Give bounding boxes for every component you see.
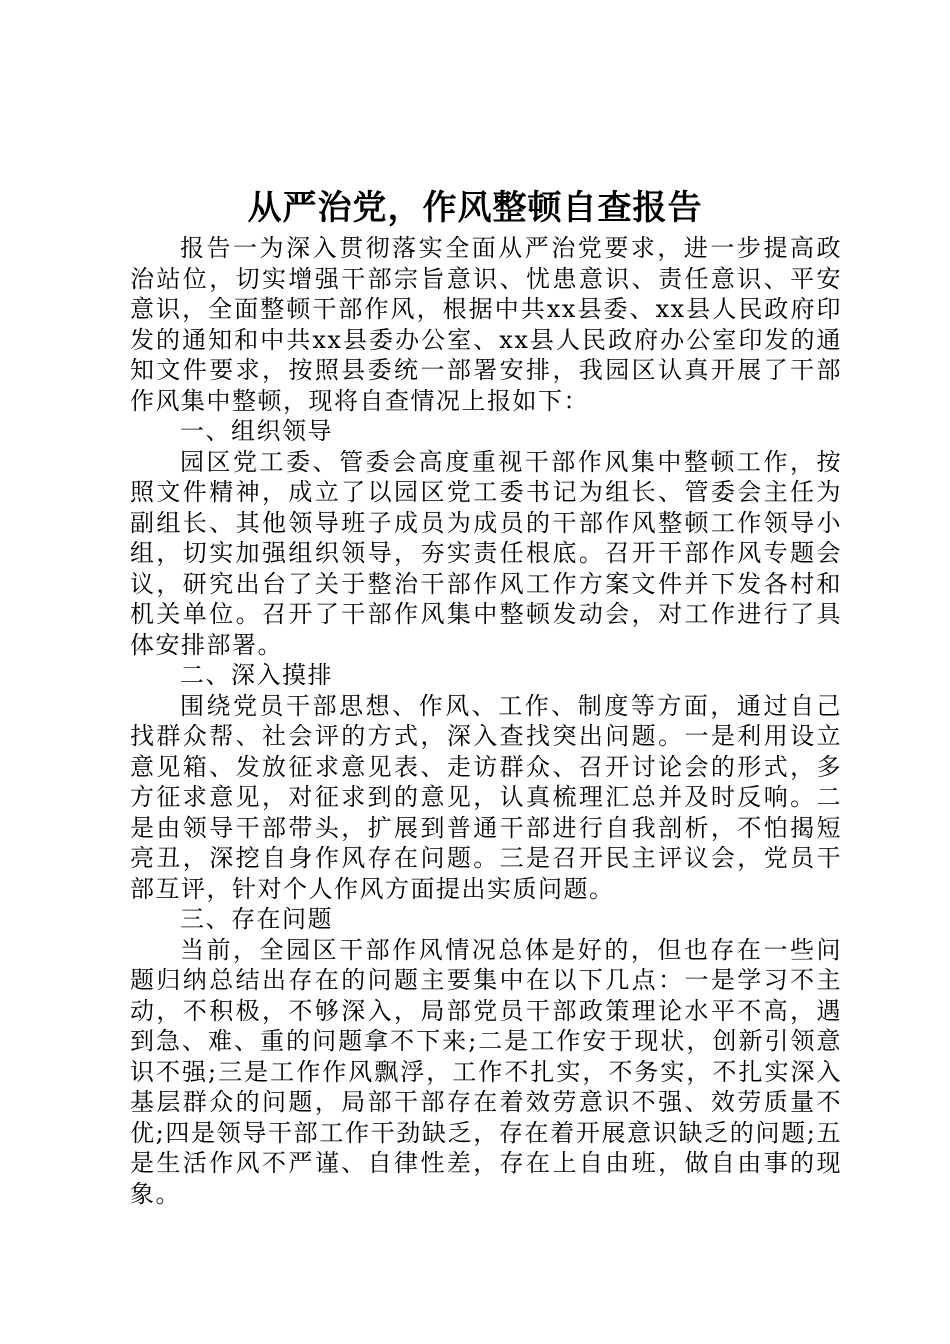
intro-paragraph: 报告一为深入贯彻落实全面从严治党要求，进一步提高政治站位，切实增强干部宗旨意识、忧患意识、责任意识、平安意识，全面整顿干部作风，根据中共xx县委、xx县人民政府印发的通知和中共xx县委办公室、xx县人民政府办公室印发的通知文件要求，按照县委统一部署安排，我园区认真开展了干部作风集中整顿，现将自查情况上报如下： [130, 234, 842, 415]
document-body [130, 233, 842, 1209]
document-title: 从严治党，作风整顿自查报告 [247, 188, 703, 228]
problems-paragraph: 当前，全园区干部作风情况总体是好的，但也存在一些问题归纳总结出存在的问题主要集中在以下几点：一是学习不主动，不积极，不够深入，局部党员干部政策理论水平不高，遇到急、难、重的问题拿不下来;二是工作安于现状，创新引领意识不强;三是工作作风飘浮，工作不扎实，不务实，不扎实深入基层群众的问题，局部干部存在着效劳意识不强、效劳质量不优;四是领导干部工作干劲缺乏，存在着开展意识缺乏的问题;五是生活作风不严谨、自律性差，存在上自由班，做自由事的现象。 [130, 935, 842, 1208]
organization-paragraph: 园区党工委、管委会高度重视干部作风集中整顿工作，按照文件精神，成立了以园区党工委书记为组长、管委会主任为副组长、其他领导班子成员为成员的干部作风整顿工作领导小组，切实加强组织领导，夯实责任根底。召开干部作风专题会议，研究出台了关于整治干部作风工作方案文件并下发各村和机关单位。召开了干部作风集中整顿发动会，对工作进行了具体安排部署。 [130, 447, 842, 659]
investigation-paragraph: 围绕党员干部思想、作风、工作、制度等方面，通过自己找群众帮、社会评的方式，深入查找突出问题。一是利用设立意见箱、发放征求意见表、走访群众、召开讨论会的形式，多方征求意见，对征求到的意见，认真梳理汇总并及时反响。二是由领导干部带头，扩展到普通干部进行自我剖析，不怕揭短亮丑，深挖自身作风存在问题。三是召开民主评议会，党员干部互评，针对个人作风方面提出实质问题。 [130, 691, 842, 903]
section-heading-organization: 一、组织领导 [180, 417, 333, 445]
section-heading-investigation: 二、深入摸排 [180, 661, 333, 689]
section-heading-problems: 三、存在问题 [180, 905, 333, 933]
